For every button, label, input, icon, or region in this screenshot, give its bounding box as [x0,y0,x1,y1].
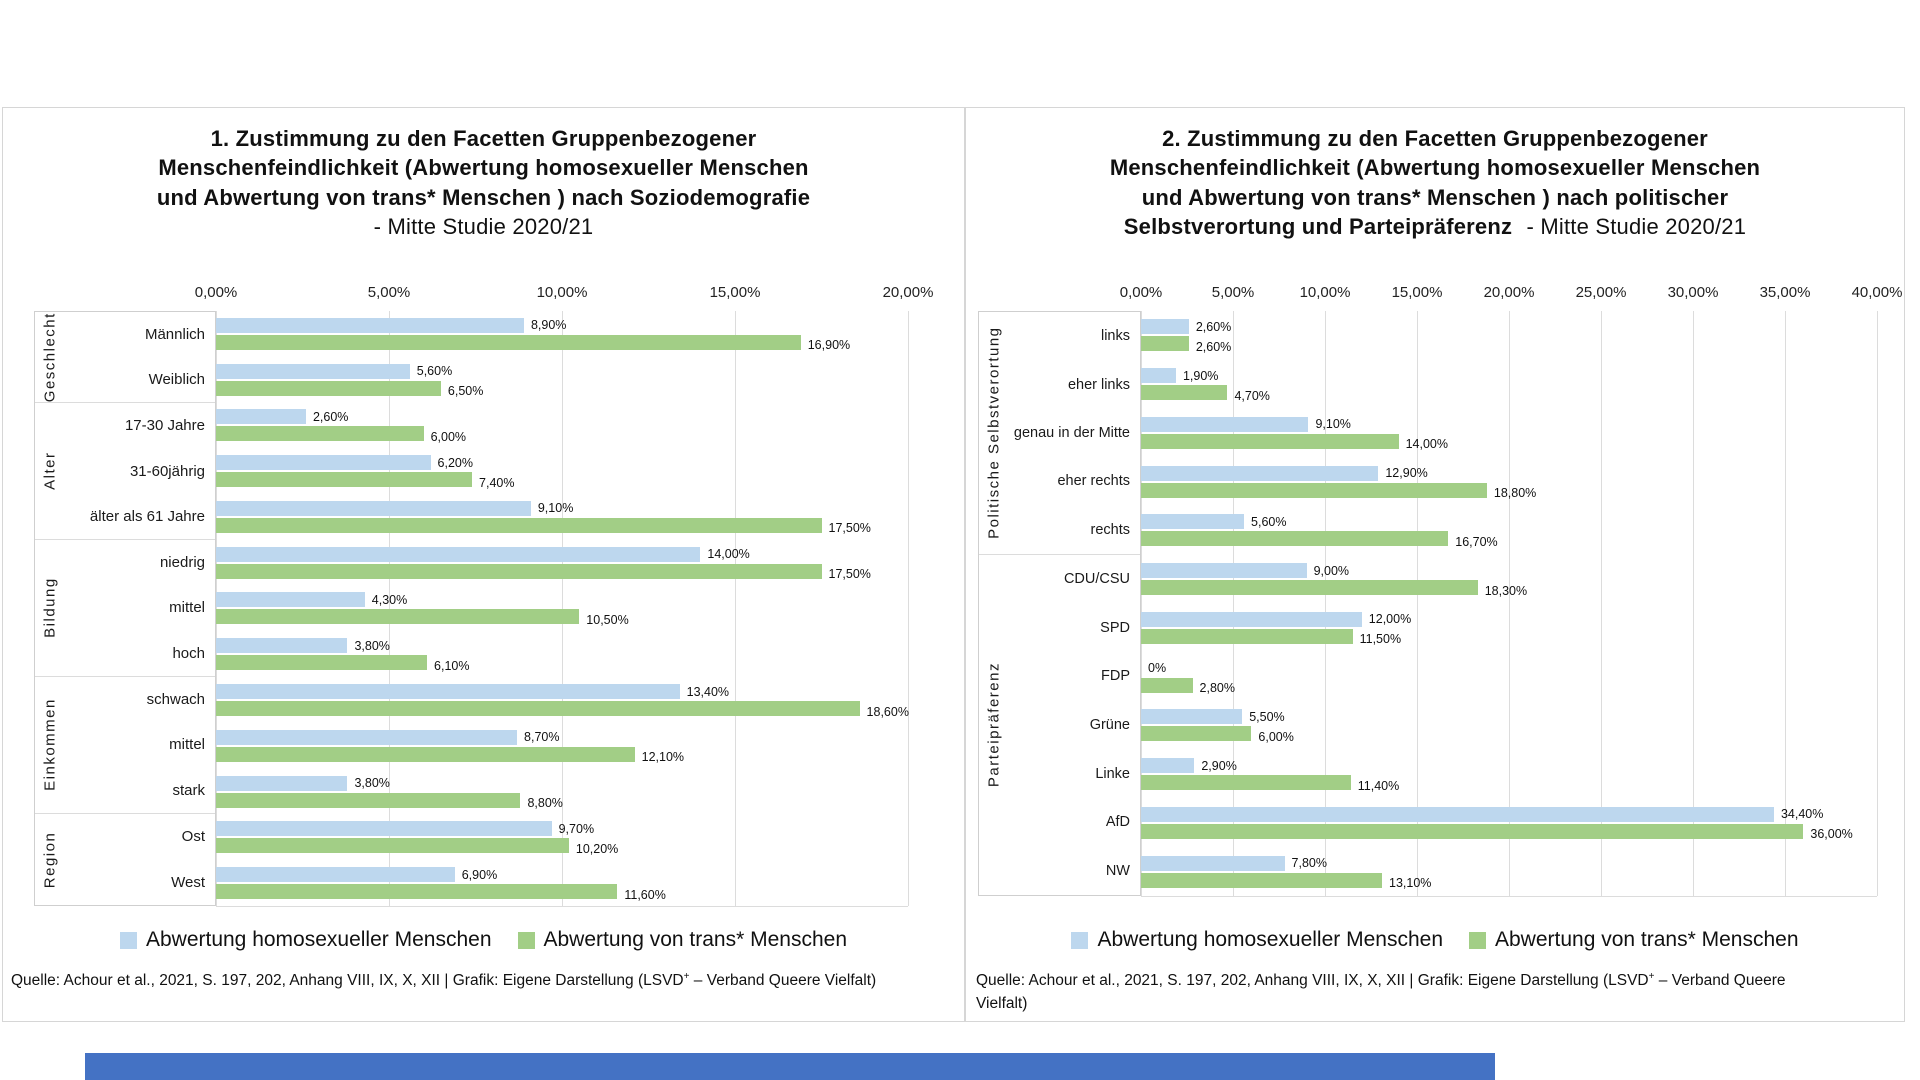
value-label: 11,40% [1357,778,1400,793]
axis-tick-label: 20,00% [1483,284,1535,301]
category-label: Weiblich [148,371,205,389]
value-label: 3,80% [354,638,390,653]
chart-title-subtitle: - Mitte Studie 2020/21 [1520,213,1747,239]
value-label: 12,90% [1385,466,1428,481]
bar-trans [1141,580,1528,598]
axis-tick-label: 25,00% [1575,284,1627,301]
bar-row [1141,457,1877,506]
bar-homosexuell [1141,612,1412,627]
bar-homosexuell [216,776,390,791]
bar-trans [216,838,619,856]
bar-row [216,311,908,357]
value-label: 2,60% [1195,339,1232,354]
bar-trans [1141,824,1853,842]
chart-title-subtitle: - Mitte Studie 2020/21 [373,213,594,239]
value-label: 16,70% [1455,534,1498,549]
group-label: Alter [41,451,59,491]
category-group [35,312,215,403]
bar-row [216,814,908,860]
plot-area [1141,311,1877,897]
category-label: genau in der Mitte [1013,424,1130,441]
bar-homosexuell [216,684,730,699]
bar-trans [1141,483,1537,501]
value-label: 1,90% [1182,368,1219,383]
bar-homosexuell [1141,709,1285,724]
legend-item [1071,928,1443,952]
category-group [979,312,1140,555]
bar-trans [1141,629,1402,647]
value-label: 5,50% [1249,709,1285,724]
bar-trans [216,472,515,490]
bar-rows [216,311,908,906]
category-label: Ost [181,828,205,846]
category-label: Männlich [144,326,205,344]
bar-trans [216,564,871,582]
bar-row [216,677,908,723]
axis-tick-label: 0,00% [1119,284,1163,301]
value-label: 4,30% [371,592,408,607]
category-label: mittel [169,736,205,754]
category-label: AfD [1105,814,1130,831]
bar-homosexuell [216,501,574,516]
legend-item [120,928,492,952]
chart-title-text: Selbstverortung und Parteipräferenz [1123,213,1513,239]
bar-row [1141,360,1877,409]
chart-title-line [13,183,954,212]
value-label: 2,60% [1195,319,1232,334]
category-label: stark [172,781,205,799]
value-label: 18,30% [1484,583,1528,598]
category-label: Grüne [1089,716,1130,733]
chart-title-text: 2. Zustimmung zu den Facetten Gruppenbezogener [1162,126,1708,151]
axis-tick-label: 40,00% [1851,284,1903,301]
bar-row [216,540,908,586]
bar-homosexuell [1141,368,1219,383]
bar-homosexuell [1141,417,1351,432]
bar-trans [216,381,484,399]
axis-tick-label: 10,00% [536,284,588,301]
bar-row [216,860,908,906]
bar-homosexuell [1141,514,1287,529]
value-label: 9,70% [558,821,595,836]
bar-row [1141,750,1877,799]
value-label: 13,10% [1389,876,1432,891]
group-category-labels [1009,555,1140,895]
group-category-labels [65,312,215,402]
value-label: 14,00% [1405,437,1448,452]
bar-row [1141,604,1877,653]
value-label: 18,60% [866,704,909,719]
bar-homosexuell [216,318,567,333]
value-label: 5,60% [1251,514,1287,529]
value-label: 6,00% [1258,729,1294,744]
bar-homosexuell [1141,466,1428,481]
chart-title-text: Menschenfeindlichkeit (Abwertung homosexueller Menschen [1109,155,1761,181]
bar-row [216,403,908,449]
plot-area [216,311,908,907]
bar-homosexuell [216,638,390,653]
category-label: rechts [1090,521,1130,538]
category-label: SPD [1100,619,1130,636]
chart-title-line [976,153,1894,182]
bar-homosexuell [216,409,349,424]
legend [3,928,964,952]
axis-tick-label: 15,00% [709,284,761,301]
group-label: Politische Selbstverortung [985,326,1003,540]
value-label: 2,80% [1199,681,1235,696]
group-category-labels [1009,312,1140,554]
value-label: 4,70% [1234,388,1270,403]
bar-homosexuell [216,730,560,745]
bar-homosexuell [1141,856,1327,871]
group-category-labels [65,677,215,813]
chart-title [13,124,954,241]
chart-title-line [13,124,954,153]
legend-label: Abwertung von trans* Menschen [1495,928,1799,951]
category-axis [34,311,216,906]
chart-title-line [976,124,1894,153]
category-group [35,677,215,814]
group-label: Bildung [41,577,59,639]
bar-row [1141,701,1877,750]
chart-title [976,124,1894,241]
value-label: 0% [1148,661,1167,676]
decorative-bottom-bar [85,1053,1495,1080]
bar-homosexuell [1141,807,1824,822]
value-label: 10,20% [575,841,619,856]
bar-trans [1141,726,1294,744]
value-label: 14,00% [707,547,750,562]
chart-card-soziodemografie [2,107,965,1022]
bar-trans [1141,385,1270,403]
bar-row [1141,311,1877,360]
legend-swatch-homosexuell [1071,932,1088,949]
group-category-labels [65,814,215,905]
chart-title-text: Menschenfeindlichkeit (Abwertung homosexueller Menschen [158,155,809,181]
group-label: Geschlecht [41,312,59,403]
category-label: FDP [1101,668,1130,685]
bar-homosexuell [1141,758,1237,773]
legend-label: Abwertung homosexueller Menschen [145,928,492,951]
value-label: 2,60% [312,409,349,424]
bar-row [1141,555,1877,604]
source-note: Quelle: Achour et al., 2021, S. 197, 202, Anhang VIII, IX, X, XII | Grafik: Eigene Darstellung (LSVD+ – Verband Queere Vielfalt) [11,971,877,990]
chart-title-line [976,183,1894,212]
value-label: 17,50% [828,567,871,582]
bar-homosexuell [216,455,473,470]
value-label: 8,70% [524,730,560,745]
chart-title-text: und Abwertung von trans* Menschen ) nach Soziodemografie [156,184,811,210]
value-label: 7,40% [479,475,515,490]
category-label: hoch [172,644,205,662]
axis-tick-label: 5,00% [367,284,411,301]
chart-title-line [13,153,954,182]
axis-tick-label: 30,00% [1667,284,1719,301]
bar-trans [1141,531,1498,549]
value-label: 34,40% [1780,807,1824,822]
value-label: 6,00% [430,429,467,444]
legend-swatch-trans [1469,932,1486,949]
category-label: mittel [169,599,205,617]
value-label: 11,50% [1359,632,1402,647]
value-label: 9,10% [537,501,574,516]
x-axis [194,282,934,308]
value-label: 18,80% [1493,486,1537,501]
value-label: 17,50% [828,521,871,536]
value-label: 8,90% [530,318,567,333]
bar-row [216,723,908,769]
bar-homosexuell [1141,319,1232,334]
value-label: 8,80% [527,796,563,811]
category-label: 31-60jährig [129,462,205,480]
chart-title-text: 1. Zustimmung zu den Facetten Gruppenbezogener [210,126,757,151]
axis-tick-label: 15,00% [1391,284,1443,301]
bar-trans [1141,434,1448,452]
value-label: 6,20% [437,455,473,470]
x-axis [1119,282,1903,308]
bar-trans [1141,873,1432,891]
chart-title-text: und Abwertung von trans* Menschen ) nach politischer [1141,184,1729,210]
category-label: 17-30 Jahre [124,417,205,435]
bar-homosexuell [216,547,750,562]
bar-trans [216,609,629,628]
bar-trans [216,655,470,673]
bar-trans [1141,336,1232,354]
category-label: eher rechts [1057,473,1130,490]
bar-row [216,448,908,494]
category-group [979,555,1140,895]
bar-row [1141,409,1877,458]
bar-row [1141,652,1877,701]
bar-row [216,357,908,403]
value-label: 7,80% [1291,856,1327,871]
bar-row [216,769,908,815]
bar-trans [216,335,851,353]
category-label: niedrig [159,554,205,572]
legend-swatch-trans [518,932,535,949]
bar-trans [1141,678,1235,696]
legend-swatch-homosexuell [120,932,137,949]
bar-row [216,586,908,632]
legend-label: Abwertung von trans* Menschen [543,928,848,951]
bar-trans [1141,775,1400,793]
group-category-labels [65,403,215,539]
bar-trans [216,793,563,811]
bar-row [1141,799,1877,848]
value-label: 6,10% [434,658,470,673]
bar-homosexuell [216,821,595,836]
axis-tick-label: 35,00% [1759,284,1811,301]
bar-trans [216,701,909,719]
value-label: 5,60% [416,364,453,379]
bar-homosexuell [1141,563,1350,578]
value-label: 9,00% [1313,563,1350,578]
category-group [35,814,215,905]
chart-title-line [976,212,1894,241]
category-axis [978,311,1141,896]
value-label: 10,50% [586,613,629,628]
axis-tick-label: 0,00% [194,284,238,301]
category-label: links [1100,328,1130,345]
value-label: 6,90% [461,867,498,882]
bar-trans [216,518,871,536]
source-note: Quelle: Achour et al., 2021, S. 197, 202, Anhang VIII, IX, X, XII | Grafik: Eigene Darstellung (LSVD+ – Verband Queere Vielfalt) [976,971,1786,1013]
category-label: Linke [1095,765,1130,782]
lsvd-plus-superscript: + [1648,971,1655,982]
value-label: 16,90% [807,338,851,353]
axis-tick-label: 10,00% [1299,284,1351,301]
bar-homosexuell [216,867,498,882]
category-group [35,403,215,540]
category-label: West [171,873,205,891]
value-label: 12,10% [641,750,685,765]
category-label: älter als 61 Jahre [89,507,205,525]
category-label: NW [1105,862,1130,879]
value-label: 3,80% [354,776,390,791]
category-group [35,540,215,677]
legend-item [1469,928,1799,952]
bar-homosexuell [216,364,453,379]
legend-label: Abwertung homosexueller Menschen [1097,928,1443,951]
value-label: 13,40% [686,684,730,699]
axis-tick-label: 20,00% [882,284,934,301]
category-label: eher links [1067,376,1130,393]
lsvd-plus-superscript: + [683,971,690,982]
group-label: Region [41,831,59,888]
bar-row [216,494,908,540]
bar-row [1141,506,1877,555]
axis-tick-label: 5,00% [1211,284,1255,301]
value-label: 36,00% [1810,827,1853,842]
value-label: 6,50% [447,384,484,399]
value-label: 2,90% [1201,758,1237,773]
group-category-labels [65,540,215,676]
bar-rows [1141,311,1877,896]
value-label: 12,00% [1368,612,1412,627]
legend-item [518,928,848,952]
group-label: Parteipräferenz [985,662,1003,788]
bar-trans [216,426,467,444]
legend [966,928,1904,952]
bar-row [1141,847,1877,896]
value-label: 9,10% [1315,417,1351,432]
bar-trans [216,747,685,765]
value-label: 11,60% [624,887,666,902]
chart-card-politik [965,107,1905,1022]
category-label: schwach [146,691,205,709]
bar-homosexuell [216,592,408,607]
category-label: CDU/CSU [1063,571,1130,588]
group-label: Einkommen [41,698,59,792]
bar-trans [216,884,666,902]
bar-row [216,631,908,677]
